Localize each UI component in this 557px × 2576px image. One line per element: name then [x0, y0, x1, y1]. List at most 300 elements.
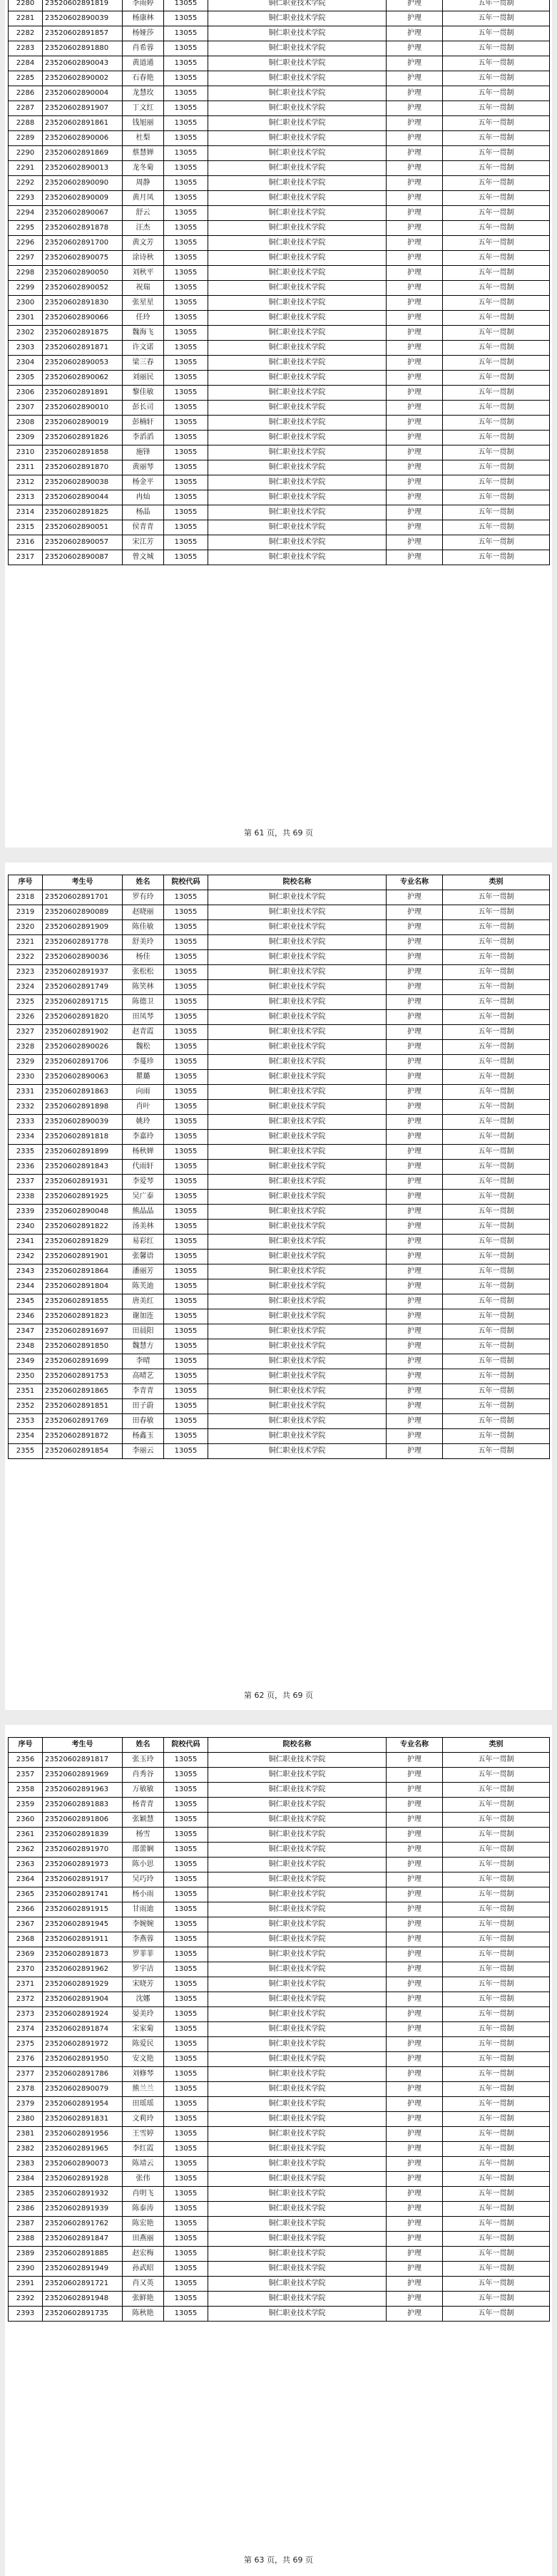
student-name: 杨鑫玉	[123, 1429, 164, 1444]
exam-number: 23520602891928	[43, 2172, 123, 2187]
school-name: 铜仁职业技术学院	[208, 1902, 387, 1917]
student-name: 汤美林	[123, 1220, 164, 1235]
category: 五年一贯制	[443, 520, 550, 535]
row-number: 2302	[9, 326, 43, 341]
category: 五年一贯制	[443, 1843, 550, 1858]
exam-number: 23520602891885	[43, 2247, 123, 2262]
student-name: 龙冬菊	[123, 161, 164, 176]
row-number: 2311	[9, 460, 43, 475]
category: 五年一贯制	[443, 1235, 550, 1250]
school-name: 铜仁职业技术学院	[208, 281, 387, 296]
student-name: 舒美玲	[123, 935, 164, 950]
student-name: 易彩红	[123, 1235, 164, 1250]
table-row	[9, 1115, 550, 1130]
school-code: 13055	[164, 2172, 208, 2187]
school-name: 铜仁职业技术学院	[208, 1235, 387, 1250]
row-number: 2362	[9, 1843, 43, 1858]
school-code: 13055	[164, 980, 208, 995]
major-name: 护理	[387, 1798, 443, 1813]
exam-number: 23520602891700	[43, 236, 123, 251]
category: 五年一贯制	[443, 1813, 550, 1828]
school-code: 13055	[164, 206, 208, 221]
table-row	[9, 1160, 550, 1175]
category: 五年一贯制	[443, 950, 550, 965]
row-number: 2313	[9, 490, 43, 505]
header-row	[9, 1738, 550, 1753]
row-number: 2320	[9, 920, 43, 935]
category: 五年一贯制	[443, 101, 550, 116]
student-name: 赵青霞	[123, 1025, 164, 1040]
row-number: 2341	[9, 1235, 43, 1250]
table-row	[9, 2127, 550, 2142]
category: 五年一贯制	[443, 1025, 550, 1040]
table-row	[9, 2082, 550, 2097]
school-code: 13055	[164, 86, 208, 101]
row-number: 2298	[9, 266, 43, 281]
school-name: 铜仁职业技术学院	[208, 475, 387, 490]
exam-number: 23520602891873	[43, 1947, 123, 1962]
school-name: 铜仁职业技术学院	[208, 1279, 387, 1294]
major-name: 护理	[387, 1813, 443, 1828]
student-name: 向雨	[123, 1085, 164, 1100]
major-name: 护理	[387, 965, 443, 980]
school-code: 13055	[164, 1220, 208, 1235]
school-code: 13055	[164, 371, 208, 386]
school-code: 13055	[164, 1160, 208, 1175]
category: 五年一贯制	[443, 2187, 550, 2202]
student-name: 陈小思	[123, 1858, 164, 1872]
table-row	[9, 1962, 550, 1977]
category: 五年一贯制	[443, 11, 550, 26]
major-name: 护理	[387, 86, 443, 101]
school-code: 13055	[164, 1872, 208, 1887]
major-name: 护理	[387, 1872, 443, 1887]
school-name: 铜仁职业技术学院	[208, 2172, 387, 2187]
document-page-61	[5, 0, 552, 847]
row-number: 2329	[9, 1055, 43, 1070]
row-number: 2297	[9, 251, 43, 266]
school-name: 铜仁职业技术学院	[208, 401, 387, 416]
exam-number: 23520602890053	[43, 356, 123, 371]
exam-number: 23520602891891	[43, 386, 123, 401]
exam-number: 23520602891904	[43, 1992, 123, 2007]
category: 五年一贯制	[443, 0, 550, 11]
student-name: 瞿璐	[123, 1070, 164, 1085]
category: 五年一贯制	[443, 445, 550, 460]
category: 五年一贯制	[443, 1324, 550, 1339]
student-name: 黄文芳	[123, 236, 164, 251]
student-name: 张伟	[123, 2172, 164, 2187]
category: 五年一贯制	[443, 2232, 550, 2247]
major-name: 护理	[387, 1100, 443, 1115]
school-name: 铜仁职业技术学院	[208, 101, 387, 116]
school-code: 13055	[164, 1992, 208, 2007]
major-name: 护理	[387, 1917, 443, 1932]
school-code: 13055	[164, 920, 208, 935]
school-name: 铜仁职业技术学院	[208, 535, 387, 550]
column-header: 姓名	[123, 875, 164, 890]
major-name: 护理	[387, 1992, 443, 2007]
student-name: 李嘉玲	[123, 1130, 164, 1145]
school-code: 13055	[164, 2037, 208, 2052]
student-name: 李燕蓉	[123, 1932, 164, 1947]
category: 五年一贯制	[443, 965, 550, 980]
student-name: 祝瑞	[123, 281, 164, 296]
category: 五年一贯制	[443, 41, 550, 56]
table-row	[9, 296, 550, 311]
student-name: 杜梨	[123, 131, 164, 146]
major-name: 护理	[387, 2052, 443, 2067]
category: 五年一贯制	[443, 251, 550, 266]
school-name: 铜仁职业技术学院	[208, 26, 387, 41]
school-name: 铜仁职业技术学院	[208, 2157, 387, 2172]
school-code: 13055	[164, 221, 208, 236]
exam-number: 23520602891818	[43, 1130, 123, 1145]
column-header: 序号	[9, 1738, 43, 1753]
row-number: 2367	[9, 1917, 43, 1932]
school-name: 铜仁职业技术学院	[208, 1932, 387, 1947]
school-code: 13055	[164, 2157, 208, 2172]
school-code: 13055	[164, 296, 208, 311]
header-row	[9, 875, 550, 890]
exam-number: 23520602891870	[43, 460, 123, 475]
row-number: 2346	[9, 1309, 43, 1324]
table-row	[9, 1369, 550, 1384]
table-row	[9, 550, 550, 565]
school-code: 13055	[164, 1205, 208, 1220]
school-code: 13055	[164, 2022, 208, 2037]
row-number: 2385	[9, 2187, 43, 2202]
exam-number: 23520602891701	[43, 890, 123, 905]
school-code: 13055	[164, 505, 208, 520]
student-name: 彭长司	[123, 401, 164, 416]
exam-number: 23520602891699	[43, 1354, 123, 1369]
school-code: 13055	[164, 2262, 208, 2277]
school-name: 铜仁职业技术学院	[208, 490, 387, 505]
row-number: 2374	[9, 2022, 43, 2037]
exam-number: 23520602890006	[43, 131, 123, 146]
student-name: 张玉玲	[123, 1753, 164, 1768]
student-name: 梁三春	[123, 356, 164, 371]
row-number: 2379	[9, 2097, 43, 2112]
school-code: 13055	[164, 101, 208, 116]
column-header: 专业名称	[387, 875, 443, 890]
category: 五年一贯制	[443, 176, 550, 191]
table-row	[9, 1145, 550, 1160]
school-name: 铜仁职业技术学院	[208, 2277, 387, 2292]
major-name: 护理	[387, 1175, 443, 1190]
exam-number: 23520602891858	[43, 445, 123, 460]
table-row	[9, 1324, 550, 1339]
row-number: 2303	[9, 341, 43, 356]
exam-number: 23520602891855	[43, 1294, 123, 1309]
exam-number: 23520602891869	[43, 146, 123, 161]
table-row	[9, 1235, 550, 1250]
major-name: 护理	[387, 2157, 443, 2172]
major-name: 护理	[387, 1010, 443, 1025]
school-code: 13055	[164, 1828, 208, 1843]
school-name: 铜仁职业技术学院	[208, 326, 387, 341]
school-name: 铜仁职业技术学院	[208, 1130, 387, 1145]
row-number: 2344	[9, 1279, 43, 1294]
category: 五年一贯制	[443, 1309, 550, 1324]
major-name: 护理	[387, 995, 443, 1010]
student-name: 姚玲	[123, 1115, 164, 1130]
school-name: 铜仁职业技术学院	[208, 356, 387, 371]
exam-number: 23520602890002	[43, 71, 123, 86]
major-name: 护理	[387, 266, 443, 281]
student-name: 陈泰涛	[123, 2202, 164, 2217]
row-number: 2292	[9, 176, 43, 191]
table-row	[9, 2277, 550, 2292]
student-name: 李红霞	[123, 2142, 164, 2157]
student-name: 曾文城	[123, 550, 164, 565]
category: 五年一贯制	[443, 2082, 550, 2097]
row-number: 2352	[9, 1399, 43, 1414]
table-row	[9, 2037, 550, 2052]
table-row	[9, 1264, 550, 1279]
exam-number: 23520602891804	[43, 1279, 123, 1294]
school-name: 铜仁职业技术学院	[208, 1414, 387, 1429]
column-header: 类别	[443, 875, 550, 890]
row-number: 2306	[9, 386, 43, 401]
row-number: 2288	[9, 116, 43, 131]
exam-number: 23520602891963	[43, 1783, 123, 1798]
exam-number: 23520602890039	[43, 1115, 123, 1130]
school-name: 铜仁职业技术学院	[208, 1783, 387, 1798]
student-name: 陈德卫	[123, 995, 164, 1010]
student-name: 陈秋艳	[123, 2307, 164, 2322]
exam-number: 23520602891902	[43, 1025, 123, 1040]
table-row	[9, 1250, 550, 1264]
category: 五年一贯制	[443, 2262, 550, 2277]
major-name: 护理	[387, 1828, 443, 1843]
student-name: 杨青青	[123, 1798, 164, 1813]
category: 五年一贯制	[443, 1399, 550, 1414]
table-row	[9, 460, 550, 475]
school-name: 铜仁职业技术学院	[208, 1070, 387, 1085]
student-name: 宋晓芳	[123, 1977, 164, 1992]
school-name: 铜仁职业技术学院	[208, 1115, 387, 1130]
row-number: 2350	[9, 1369, 43, 1384]
category: 五年一贯制	[443, 1264, 550, 1279]
student-name: 黎佳敏	[123, 386, 164, 401]
school-name: 铜仁职业技术学院	[208, 1813, 387, 1828]
student-name: 杨雪	[123, 1828, 164, 1843]
student-name: 罗菲菲	[123, 1947, 164, 1962]
major-name: 护理	[387, 935, 443, 950]
row-number: 2296	[9, 236, 43, 251]
exam-number: 23520602890050	[43, 266, 123, 281]
school-name: 铜仁职业技术学院	[208, 1962, 387, 1977]
category: 五年一贯制	[443, 2112, 550, 2127]
school-code: 13055	[164, 1025, 208, 1040]
school-name: 铜仁职业技术学院	[208, 2097, 387, 2112]
row-number: 2305	[9, 371, 43, 386]
category: 五年一贯制	[443, 890, 550, 905]
school-name: 铜仁职业技术学院	[208, 1429, 387, 1444]
major-name: 护理	[387, 520, 443, 535]
major-name: 护理	[387, 1309, 443, 1324]
table-row	[9, 0, 550, 11]
school-name: 铜仁职业技术学院	[208, 2217, 387, 2232]
school-code: 13055	[164, 1115, 208, 1130]
category: 五年一贯制	[443, 1384, 550, 1399]
row-number: 2280	[9, 0, 43, 11]
major-name: 护理	[387, 371, 443, 386]
school-code: 13055	[164, 1040, 208, 1055]
student-name: 侯青青	[123, 520, 164, 535]
exam-number: 23520602890073	[43, 2157, 123, 2172]
student-name: 杨佳	[123, 950, 164, 965]
row-number: 2285	[9, 71, 43, 86]
exam-number: 23520602891826	[43, 431, 123, 445]
student-name: 代雨轩	[123, 1160, 164, 1175]
school-name: 铜仁职业技术学院	[208, 1324, 387, 1339]
exam-number: 23520602891741	[43, 1887, 123, 1902]
school-code: 13055	[164, 266, 208, 281]
student-name: 孙武昭	[123, 2262, 164, 2277]
school-code: 13055	[164, 1783, 208, 1798]
major-name: 护理	[387, 1130, 443, 1145]
school-name: 铜仁职业技术学院	[208, 2202, 387, 2217]
table-row	[9, 2187, 550, 2202]
category: 五年一贯制	[443, 2292, 550, 2307]
page-footer: 第 61 页，共 69 页	[244, 828, 313, 838]
table-row	[9, 1414, 550, 1429]
school-name: 铜仁职业技术学院	[208, 1160, 387, 1175]
student-name: 李滔滔	[123, 431, 164, 445]
exam-number: 23520602891969	[43, 1768, 123, 1783]
school-name: 铜仁职业技术学院	[208, 445, 387, 460]
student-name: 陈宏艳	[123, 2217, 164, 2232]
major-name: 护理	[387, 1932, 443, 1947]
row-number: 2345	[9, 1294, 43, 1309]
student-name: 黄丽琴	[123, 460, 164, 475]
table-row	[9, 1798, 550, 1813]
major-name: 护理	[387, 401, 443, 416]
student-name: 蔡慧婵	[123, 146, 164, 161]
major-name: 护理	[387, 416, 443, 431]
school-code: 13055	[164, 71, 208, 86]
school-name: 铜仁职业技术学院	[208, 1369, 387, 1384]
student-name: 田燕丽	[123, 2232, 164, 2247]
school-code: 13055	[164, 445, 208, 460]
major-name: 护理	[387, 2082, 443, 2097]
table-row	[9, 1220, 550, 1235]
category: 五年一贯制	[443, 2172, 550, 2187]
school-name: 铜仁职业技术学院	[208, 2127, 387, 2142]
category: 五年一贯制	[443, 1947, 550, 1962]
school-code: 13055	[164, 1190, 208, 1205]
exam-number: 23520602891831	[43, 2112, 123, 2127]
student-name: 肖又英	[123, 2277, 164, 2292]
school-code: 13055	[164, 251, 208, 266]
table-row	[9, 1279, 550, 1294]
table-row	[9, 311, 550, 326]
category: 五年一贯制	[443, 2037, 550, 2052]
school-name: 铜仁职业技术学院	[208, 2037, 387, 2052]
category: 五年一贯制	[443, 2277, 550, 2292]
category: 五年一贯制	[443, 920, 550, 935]
category: 五年一贯制	[443, 1339, 550, 1354]
row-number: 2373	[9, 2007, 43, 2022]
school-code: 13055	[164, 995, 208, 1010]
major-name: 护理	[387, 2217, 443, 2232]
category: 五年一贯制	[443, 1753, 550, 1768]
exam-number: 23520602891822	[43, 1220, 123, 1235]
table-row	[9, 995, 550, 1010]
major-name: 护理	[387, 1977, 443, 1992]
category: 五年一贯制	[443, 2007, 550, 2022]
row-number: 2391	[9, 2277, 43, 2292]
student-name: 杨娅莎	[123, 26, 164, 41]
category: 五年一贯制	[443, 1160, 550, 1175]
row-number: 2335	[9, 1145, 43, 1160]
exam-number: 23520602891931	[43, 1175, 123, 1190]
table-header	[9, 875, 550, 890]
student-name: 杨康林	[123, 11, 164, 26]
major-name: 护理	[387, 2142, 443, 2157]
student-name: 吴巧玲	[123, 1872, 164, 1887]
exam-number: 23520602891948	[43, 2292, 123, 2307]
school-name: 铜仁职业技术学院	[208, 2232, 387, 2247]
student-name: 丁文红	[123, 101, 164, 116]
table-row	[9, 1858, 550, 1872]
student-name: 魏松	[123, 1040, 164, 1055]
student-name: 陈笑林	[123, 980, 164, 995]
category: 五年一贯制	[443, 311, 550, 326]
major-name: 护理	[387, 1160, 443, 1175]
school-name: 铜仁职业技术学院	[208, 1384, 387, 1399]
exam-number: 23520602891778	[43, 935, 123, 950]
student-name: 李晴	[123, 1354, 164, 1369]
school-name: 铜仁职业技术学院	[208, 251, 387, 266]
school-name: 铜仁职业技术学院	[208, 965, 387, 980]
exam-number: 23520602891950	[43, 2052, 123, 2067]
school-code: 13055	[164, 905, 208, 920]
category: 五年一贯制	[443, 475, 550, 490]
major-name: 护理	[387, 2097, 443, 2112]
table-row	[9, 386, 550, 401]
row-number: 2365	[9, 1887, 43, 1902]
exam-number: 23520602891939	[43, 2202, 123, 2217]
table-body	[9, 0, 550, 565]
table-row	[9, 206, 550, 221]
school-name: 铜仁职业技术学院	[208, 1190, 387, 1205]
school-name: 铜仁职业技术学院	[208, 371, 387, 386]
category: 五年一贯制	[443, 131, 550, 146]
school-name: 铜仁职业技术学院	[208, 1768, 387, 1783]
exam-number: 23520602891857	[43, 26, 123, 41]
row-number: 2340	[9, 1220, 43, 1235]
major-name: 护理	[387, 1753, 443, 1768]
school-name: 铜仁职业技术学院	[208, 221, 387, 236]
exam-number: 23520602890038	[43, 475, 123, 490]
school-name: 铜仁职业技术学院	[208, 1887, 387, 1902]
school-name: 铜仁职业技术学院	[208, 1220, 387, 1235]
major-name: 护理	[387, 431, 443, 445]
student-name: 龙慧玫	[123, 86, 164, 101]
major-name: 护理	[387, 1384, 443, 1399]
student-name: 安文艳	[123, 2052, 164, 2067]
row-number: 2324	[9, 980, 43, 995]
row-number: 2366	[9, 1902, 43, 1917]
category: 五年一贯制	[443, 2307, 550, 2322]
row-number: 2310	[9, 445, 43, 460]
table-row	[9, 1768, 550, 1783]
major-name: 护理	[387, 71, 443, 86]
